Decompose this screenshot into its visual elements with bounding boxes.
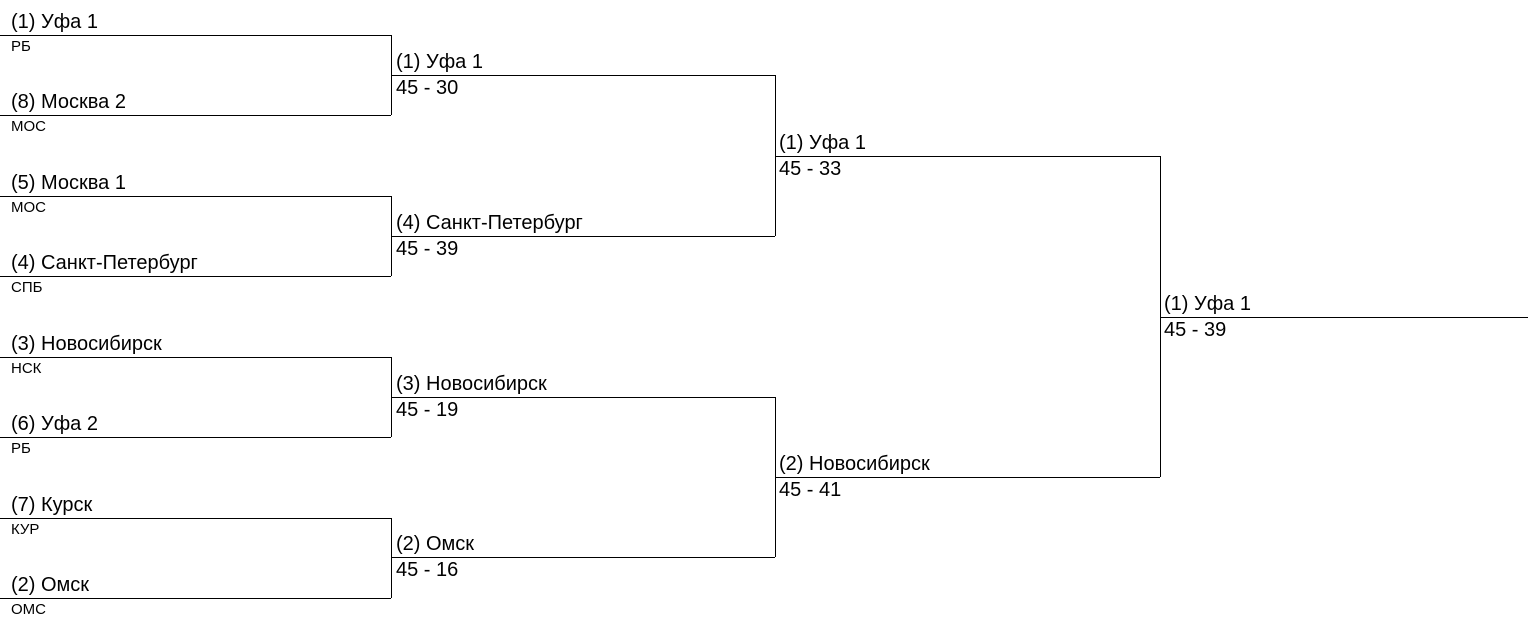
team-code: РБ xyxy=(11,440,31,457)
match-winner: (2) Омск xyxy=(396,533,475,555)
team-name: (8) Москва 2 xyxy=(11,91,126,113)
match-score: 45 - 39 xyxy=(1164,319,1227,341)
bracket-line xyxy=(775,156,1160,157)
team-code: НСК xyxy=(11,360,42,377)
bracket-line xyxy=(391,236,775,237)
team-code: МОС xyxy=(11,118,46,135)
team-code: РБ xyxy=(11,38,31,55)
bracket-line xyxy=(0,357,391,358)
team-name: (3) Новосибирск xyxy=(11,333,162,355)
match-winner: (1) Уфа 1 xyxy=(1164,293,1251,315)
team-code: ОМС xyxy=(11,601,46,618)
bracket-line xyxy=(0,598,391,599)
bracket-line xyxy=(775,477,1160,478)
team-name: (2) Омск xyxy=(11,574,90,596)
team-name: (6) Уфа 2 xyxy=(11,413,98,435)
bracket-line xyxy=(0,437,391,438)
bracket-line xyxy=(0,196,391,197)
team-name: (7) Курск xyxy=(11,494,93,516)
match-score: 45 - 30 xyxy=(396,77,459,99)
match-score: 45 - 19 xyxy=(396,399,459,421)
bracket-line xyxy=(1160,317,1528,318)
match-score: 45 - 41 xyxy=(779,479,842,501)
match-score: 45 - 33 xyxy=(779,158,842,180)
bracket-connector xyxy=(391,518,392,598)
bracket-line xyxy=(0,276,391,277)
match-winner: (1) Уфа 1 xyxy=(396,51,483,73)
team-code: СПБ xyxy=(11,279,43,296)
match-winner: (1) Уфа 1 xyxy=(779,132,866,154)
bracket-line xyxy=(391,397,775,398)
team-code: КУР xyxy=(11,521,40,538)
match-winner: (4) Санкт-Петербург xyxy=(396,212,583,234)
match-score: 45 - 39 xyxy=(396,238,459,260)
bracket-line xyxy=(0,35,391,36)
bracket-line xyxy=(0,518,391,519)
match-winner: (2) Новосибирск xyxy=(779,453,930,475)
team-name: (4) Санкт-Петербург xyxy=(11,252,198,274)
bracket-line xyxy=(391,75,775,76)
match-score: 45 - 16 xyxy=(396,559,459,581)
match-winner: (3) Новосибирск xyxy=(396,373,547,395)
team-code: МОС xyxy=(11,199,46,216)
team-name: (1) Уфа 1 xyxy=(11,11,98,33)
bracket-line xyxy=(0,115,391,116)
team-name: (5) Москва 1 xyxy=(11,172,126,194)
bracket-line xyxy=(391,557,775,558)
